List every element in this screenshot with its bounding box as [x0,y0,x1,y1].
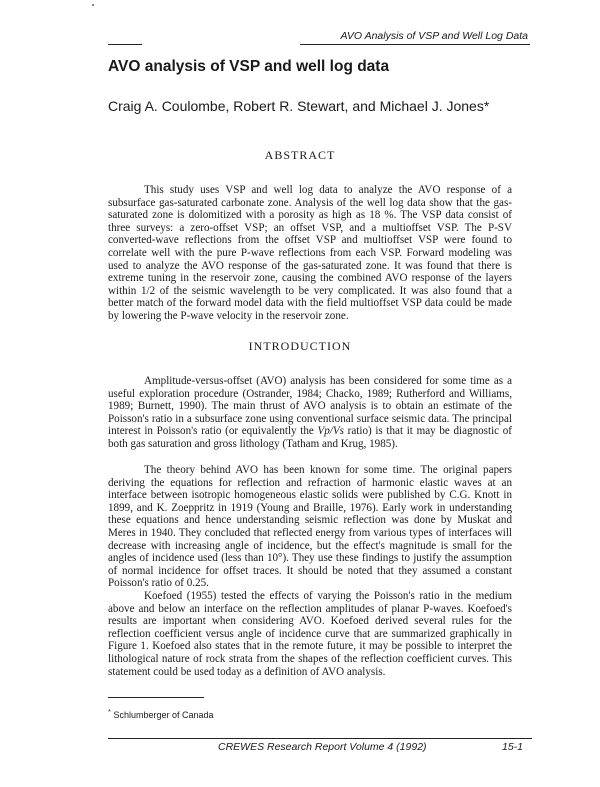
footer-rule [108,738,532,739]
footnote-text: Schlumberger of Canada [113,710,214,720]
scan-speck [92,4,94,6]
footnote [108,707,214,720]
footer-journal: CREWES Research Report Volume 4 (1992) [218,741,427,753]
header-rule-right [300,44,530,45]
introduction-heading: INTRODUCTION [248,339,352,353]
footnote-rule [108,697,204,698]
intro-paragraph-2 [108,464,512,590]
author-list: Craig A. Coulombe, Robert R. Stewart, and Michael J. Jones* [108,98,490,114]
intro-p1-text-b: ratio) is that it may be diagnostic of both gas saturation and gross lithology (Tatham and Krug, 1985). [108,425,512,450]
abstract-paragraph [108,184,512,323]
intro-paragraph-3 [108,590,512,678]
footnote-marker: * [108,707,111,716]
vpvs-symbol: Vp/Vs [317,425,344,438]
page-number: 15-1 [502,741,524,753]
intro-p2-text: The theory behind AVO has been known for some time. The original papers deriving the equations for reflection and refraction of harmonic elastic waves at an interface between isotropic homogeneous elastic solids were published by C.G. Knott in 1899, and K. Zoeppritz in 1919 (Young and Braille, 1976). Early work in understanding these equations and hence understanding seismic reflection was done by Muskat and Meres in 1940. They concluded that reflected energy from various types of interfaces will decrease with increasing angle of incidence, but the effect's magnitude is small for the angles of incidence used (less than 10°). They use these findings to justify the assumption of normal incidence for offset traces. It should be noted that they assumed a constant Poisson's ratio of 0.25. [108,464,512,590]
abstract-text: This study uses VSP and well log data to analyze the AVO response of a subsurface gas-saturated carbonate zone. Analysis of the well log data show that the gas-saturated zone is dolomitized with a porosity as high as 18 %. The VSP data consist of three surveys: a zero-offset VSP; an offset VSP, and a multioffset VSP. The P-SV converted-wave reflections from the offset VSP and multioffset VSP were found to correlate well with the pure P-wave reflections from each VSP. Forward modeling was used to analyze the AVO response of the gas-saturated zone. It was found that there is extreme tuning in the reservoir zone, causing the combined AVO response of the layers within 1/2 of the seismic wavelength to be very complicated. It was also found that a better match of the forward model data with the field multioffset VSP data could be made by lowering the P-wave velocity in the reservoir zone. [108,184,512,322]
running-header: AVO Analysis of VSP and Well Log Data [340,30,528,42]
intro-paragraph-1 [108,375,512,451]
intro-p3-text: Koefoed (1955) tested the effects of varying the Poisson's ratio in the medium above and below an interface on the reflection amplitudes of planar P-waves. Koefoed's results are important when considering AVO. Koefoed derived several rules for the reflection coefficient versus angle of incidence curve that are summarized graphically in Figure 1. Koefoed also states that in the remote future, it may be possible to interpret the lithological nature of rock strata from the shapes of the reflection coefficient curves. This statement could be used today as a definition of AVO analysis. [108,590,512,678]
header-rule-left [108,44,142,45]
paper-title: AVO analysis of VSP and well log data [108,58,390,75]
intro-p1-text-a: Amplitude-versus-offset (AVO) analysis has been considered for some time as a useful exploration procedure (Ostrander, 1984; Chacko, 1989; Rutherford and Williams, 1989; Burnett, 1990). The main thrust of AVO analysis is to obtain an estimate of the Poisson's ratio in a subsurface zone using conventional surface seismic data. The principal interest in Poisson's ratio (or equivalently the [108,375,512,438]
abstract-heading: ABSTRACT [264,148,336,162]
